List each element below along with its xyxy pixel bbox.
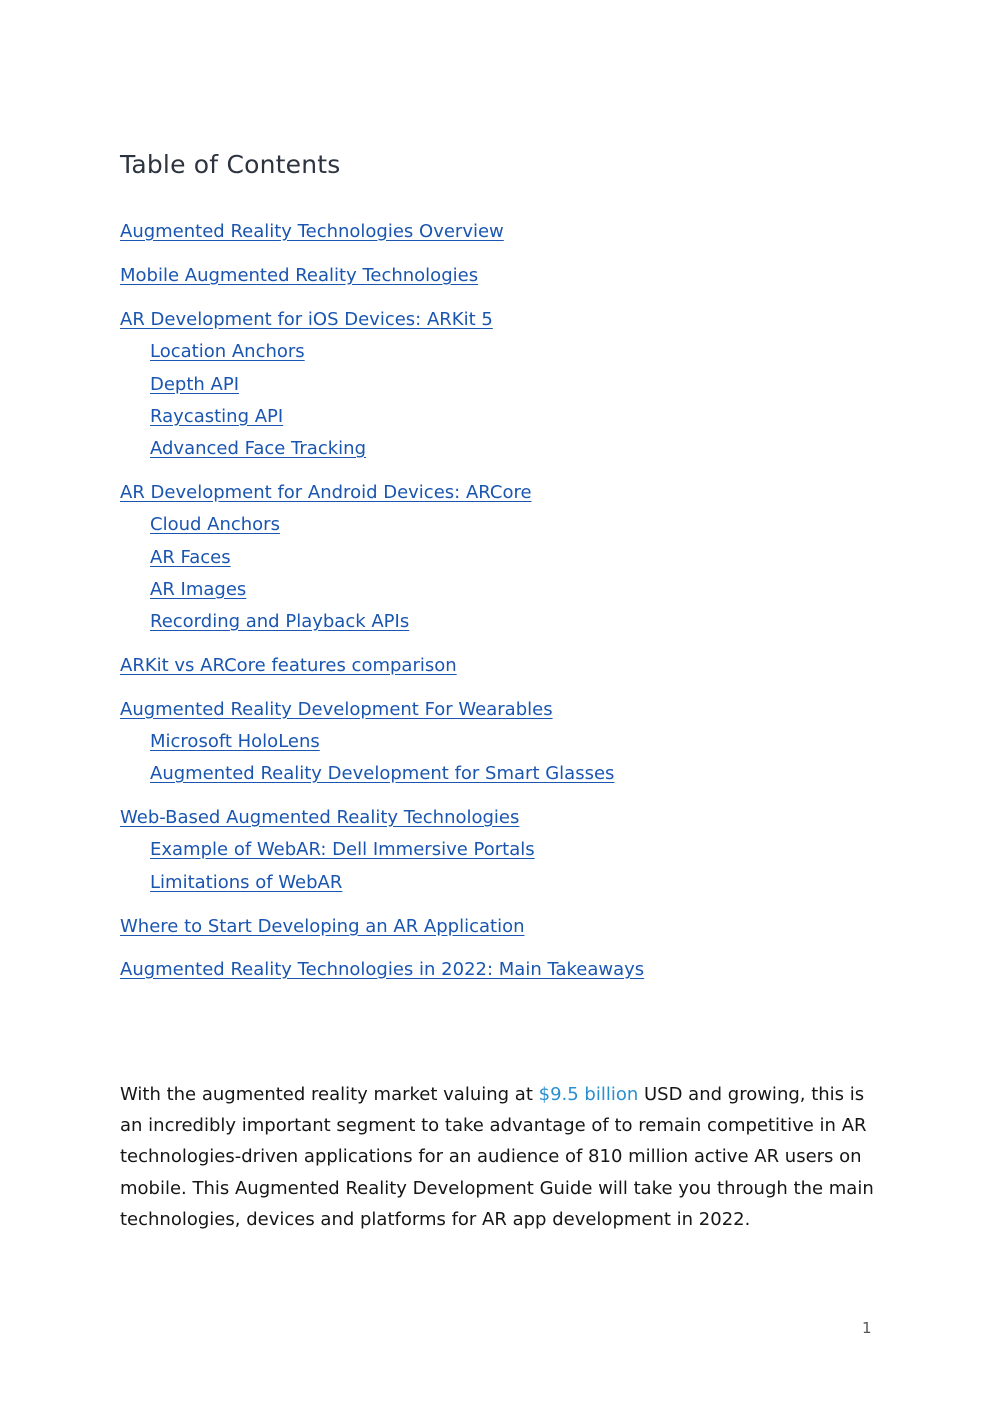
- toc-sublink[interactable]: Cloud Anchors: [150, 514, 280, 535]
- toc-sublink[interactable]: Location Anchors: [150, 341, 305, 362]
- toc-sublink[interactable]: Microsoft HoloLens: [150, 731, 320, 752]
- intro-paragraph: [120, 1079, 880, 1235]
- toc-link[interactable]: Augmented Reality Development For Wearables: [120, 699, 553, 720]
- toc-link[interactable]: ARKit vs ARCore features comparison: [120, 655, 457, 676]
- market-value-link[interactable]: $9.5 billion: [538, 1084, 639, 1105]
- toc-link[interactable]: AR Development for iOS Devices: ARKit 5: [120, 309, 493, 330]
- intro-text-rest: USD and growing, this is an incredibly important segment to take advantage of to remain competitive in AR technologies-driven applications for an audience of 810 million active AR users on mobile. This Augmented Reality Development Guide will take you through the main technologies, devices and platforms for AR app development in 2022.: [120, 1084, 874, 1230]
- toc-sublink[interactable]: AR Faces: [150, 547, 231, 568]
- toc-title: Table of Contents: [120, 150, 341, 179]
- toc-sublink[interactable]: Raycasting API: [150, 406, 284, 427]
- toc-sublink[interactable]: Advanced Face Tracking: [150, 438, 366, 459]
- toc-link[interactable]: Where to Start Developing an AR Application: [120, 916, 525, 937]
- intro-text-start: With the augmented reality market valuing at: [120, 1084, 539, 1105]
- toc-link[interactable]: Augmented Reality Technologies Overview: [120, 221, 504, 242]
- toc-sublink[interactable]: Example of WebAR: Dell Immersive Portals: [150, 839, 535, 860]
- page-number: 1: [862, 1319, 872, 1337]
- toc-link[interactable]: Web-Based Augmented Reality Technologies: [120, 807, 520, 828]
- toc-link[interactable]: Augmented Reality Technologies in 2022: Main Takeaways: [120, 959, 645, 980]
- toc-link[interactable]: Mobile Augmented Reality Technologies: [120, 265, 479, 286]
- toc-sublink[interactable]: AR Images: [150, 579, 247, 600]
- toc-link[interactable]: AR Development for Android Devices: ARCore: [120, 482, 532, 503]
- toc-sublink[interactable]: Recording and Playback APIs: [150, 611, 410, 632]
- toc-sublink[interactable]: Limitations of WebAR: [150, 872, 343, 893]
- toc-sublink[interactable]: Depth API: [150, 374, 240, 395]
- toc-sublink[interactable]: Augmented Reality Development for Smart Glasses: [150, 763, 615, 784]
